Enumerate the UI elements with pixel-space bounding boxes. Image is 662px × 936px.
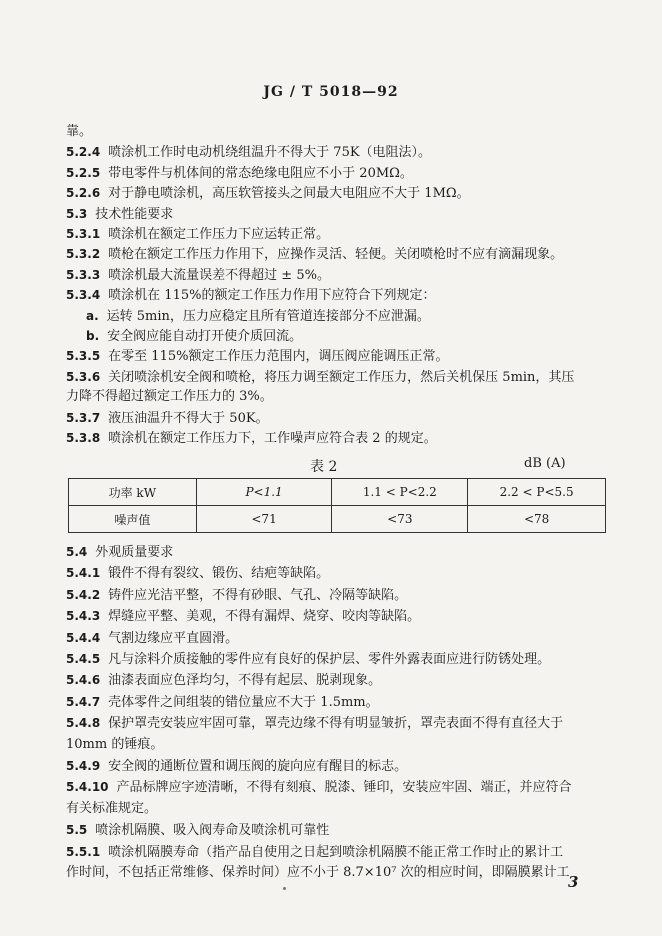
text-line — [66, 715, 563, 732]
table-caption: 表 2 — [310, 459, 338, 475]
table-cell: 2.2 < P<5.5 — [468, 479, 606, 506]
table-cell: 功率 kW — [69, 479, 197, 506]
clause-number: 5.4.9 — [66, 759, 101, 773]
clause-number: 5.4.5 — [66, 652, 101, 666]
clause-text: 锻件不得有裂纹、锻伤、结疤等缺陷。 — [108, 566, 330, 582]
clause-number: 5.3.5 — [66, 349, 101, 364]
clause-text: 喷涂机隔膜寿命（指产品自使用之日起到喷涂机隔膜不能正常工作时止的累计工 — [108, 844, 564, 860]
clause-text: 安全阀应能自动打开使介质回流。 — [107, 329, 303, 344]
clause-text: 凡与涂料介质接触的零件应有良好的保护层、零件外露表面应进行防锈处理。 — [108, 652, 551, 667]
text-line — [66, 348, 448, 365]
clause-text: 技术性能要求 — [95, 206, 174, 222]
text-line — [66, 737, 163, 753]
clause-number: 5.3.4 — [66, 288, 101, 303]
text-line — [66, 565, 329, 582]
clause-number: 5.5.1 — [66, 844, 101, 859]
clause-text: 焊缝应平整、美观，不得有漏焊、烧穿、咬肉等缺陷。 — [108, 609, 421, 625]
text-line — [86, 328, 302, 345]
table-cell: <73 — [332, 506, 468, 533]
text-line — [66, 630, 238, 647]
clause-text: 保护罩壳安装应牢固可靠，罩壳边缘不得有明显皱折，罩壳表面不得有直径大于 — [108, 716, 564, 732]
table-cell: P<1.1 — [196, 479, 332, 506]
scan-speck — [283, 887, 286, 890]
noise-table — [68, 478, 606, 533]
table-cell: 1.1 < P<2.2 — [332, 479, 468, 506]
clause-number: 5.2.4 — [66, 145, 101, 160]
clause-number: 5.3.3 — [66, 267, 101, 282]
clause-text: 油漆表面应色泽均匀，不得有起层、脱剥现象。 — [108, 673, 382, 689]
text-line — [66, 369, 574, 386]
clause-number: 5.3 — [66, 206, 88, 221]
clause-text: 带电零件与机体间的常态绝缘电阻应不小于 20MΩ。 — [108, 165, 413, 181]
clause-text: 铸件应光洁平整，不得有砂眼、气孔、冷隔等缺陷。 — [108, 587, 408, 603]
clause-text: 作时间，不包括正常维修、保养时间）应不小于 8.7×10⁷ 次的相应时间，即隔膜累计工 — [66, 865, 570, 880]
table-unit: dB (A) — [524, 456, 566, 471]
clause-number: 5.2.6 — [66, 186, 101, 201]
text-line — [66, 389, 273, 405]
clause-number: 5.5 — [66, 823, 88, 838]
table-cell: <78 — [468, 506, 606, 533]
clause-text: 有关标准规定。 — [66, 800, 158, 816]
clause-text: 力降不得超过额定工作压力的 3%。 — [66, 389, 273, 405]
text-line — [66, 822, 329, 839]
table-row — [69, 479, 606, 506]
clause-text: 喷涂机在 115%的额定工作压力作用下应符合下列规定： — [108, 288, 436, 304]
text-line — [66, 185, 470, 202]
clause-number: 5.4.4 — [66, 630, 101, 645]
text-line — [66, 651, 550, 668]
clause-text: 喷涂机在额定工作压力下应运转正常。 — [108, 227, 330, 242]
clause-number: a. — [86, 308, 99, 323]
clause-number: 5.3.1 — [66, 227, 101, 241]
clause-text: 产品标牌应字迹清晰，不得有刻痕、脱漆、锤印，安装应牢固、端正，并应符合 — [116, 780, 572, 796]
clause-number: b. — [86, 329, 100, 343]
text-line — [66, 694, 379, 711]
clause-number: 5.3.7 — [66, 410, 101, 425]
clause-number: 5.2.5 — [66, 165, 101, 180]
text-line — [66, 144, 431, 161]
clause-text: 靠。 — [66, 124, 93, 139]
clause-text: 安全阀的通断位置和调压阀的旋向应有醒目的标志。 — [108, 759, 408, 774]
clause-number: 5.4.7 — [66, 694, 101, 709]
clause-number: 5.3.6 — [66, 369, 101, 384]
text-line — [66, 430, 437, 447]
table-cell: <71 — [196, 506, 332, 533]
clause-text: 液压油温升不得大于 50K。 — [108, 410, 269, 426]
clause-text: 在零至 115%额定工作压力范围内，调压阀应能调压正常。 — [108, 349, 449, 365]
table-cell: 噪声值 — [69, 506, 197, 533]
text-line — [66, 410, 269, 427]
text-line — [66, 801, 157, 817]
clause-number: 5.4.2 — [66, 587, 101, 602]
clause-number: 5.4.10 — [66, 780, 109, 795]
clause-number: 5.4.1 — [66, 566, 101, 581]
text-line — [66, 267, 330, 284]
text-line — [66, 246, 563, 263]
clause-number: 5.3.8 — [66, 431, 101, 445]
clause-text: 外观质量要求 — [95, 545, 174, 560]
clause-text: 运转 5min，压力应稳定且所有管道连接部分不应泄漏。 — [106, 308, 430, 324]
text-line — [66, 844, 563, 861]
clause-number: 5.4.6 — [66, 673, 101, 688]
clause-text: 壳体零件之间组装的错位量应不大于 1.5mm。 — [108, 694, 379, 710]
page-number: 3 — [568, 873, 579, 891]
clause-number: 5.4 — [66, 545, 88, 559]
clause-text: 喷涂机工作时电动机绕组温升不得大于 75K（电阻法）。 — [108, 145, 432, 161]
clause-text: 气割边缘应平直圆滑。 — [108, 630, 239, 646]
clause-text: 10mm 的锤痕。 — [66, 736, 164, 752]
text-line — [66, 544, 173, 561]
text-line — [66, 124, 92, 140]
text-line — [66, 779, 572, 796]
text-line — [66, 165, 413, 182]
clause-text: 喷涂机隔膜、吸入阀寿命及喷涂机可靠性 — [95, 823, 330, 839]
text-line — [66, 226, 329, 243]
text-line — [66, 587, 407, 604]
text-line — [66, 865, 570, 881]
clause-text: 对于静电喷涂机，高压软管接头之间最大电阻应不大于 1MΩ。 — [108, 186, 470, 202]
clause-text: 喷涂机最大流量误差不得超过 ± 5%。 — [108, 267, 330, 283]
text-line — [66, 672, 381, 689]
clause-text: 喷涂机在额定工作压力下，工作噪声应符合表 2 的规定。 — [108, 431, 437, 446]
clause-text: 关闭喷涂机安全阀和喷枪，将压力调至额定工作压力，然后关机保压 5min，其压 — [108, 369, 575, 385]
text-line — [86, 308, 430, 325]
clause-number: 5.3.2 — [66, 247, 101, 262]
clause-number: 5.4.3 — [66, 609, 101, 624]
document-header: JG / T 5018—92 — [263, 84, 399, 100]
text-line — [66, 758, 407, 775]
clause-number: 5.4.8 — [66, 716, 101, 731]
text-line — [66, 287, 435, 304]
text-line — [66, 608, 420, 625]
clause-text: 喷枪在额定工作压力作用下，应操作灵活、轻便。关闭喷枪时不应有滴漏现象。 — [108, 247, 564, 263]
text-line — [66, 206, 173, 223]
table-row — [69, 506, 606, 533]
